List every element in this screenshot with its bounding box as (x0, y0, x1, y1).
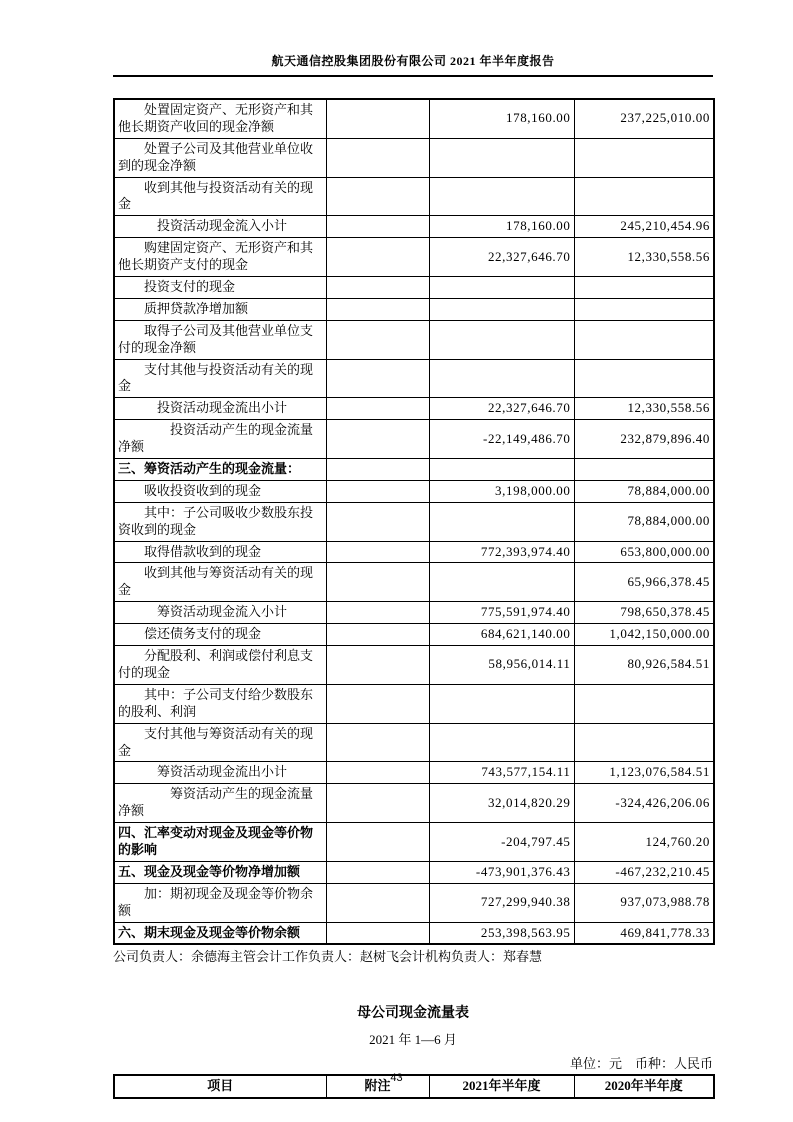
value-2021-cell (429, 684, 574, 723)
note-cell (326, 459, 429, 481)
item-cell: 其中：子公司吸收少数股东投资收到的现金 (114, 502, 326, 541)
item-cell: 支付其他与投资活动有关的现金 (114, 359, 326, 398)
item-cell: 处置子公司及其他营业单位收到的现金净额 (114, 138, 326, 177)
table-row (114, 459, 714, 481)
value-2021-cell: 22,327,646.70 (429, 398, 574, 420)
table-row (114, 420, 714, 459)
col-header-2020: 2020年半年度 (574, 1075, 714, 1098)
item-cell: 其中：子公司支付给少数股东的股利、利润 (114, 684, 326, 723)
value-2020-cell (574, 277, 714, 299)
value-2020-cell: -467,232,210.45 (574, 861, 714, 883)
item-cell: 购建固定资产、无形资产和其他长期资产支付的现金 (114, 238, 326, 277)
statement-title: 母公司现金流量表 (357, 1005, 469, 1021)
note-cell (326, 320, 429, 359)
table-row (114, 502, 714, 541)
unit-currency-note: 单位：元 币种：人民币 (569, 1055, 713, 1071)
item-cell: 五、现金及现金等价物净增加额 (114, 861, 326, 883)
col-header-item: 项目 (114, 1075, 326, 1098)
table-row (114, 177, 714, 216)
table-row (114, 883, 714, 922)
table-row (114, 298, 714, 320)
item-cell: 四、汇率变动对现金及现金等价物的影响 (114, 823, 326, 862)
item-cell: 投资活动现金流出小计 (114, 398, 326, 420)
value-2021-cell: 58,956,014.11 (429, 646, 574, 685)
note-cell (326, 563, 429, 602)
note-cell (326, 602, 429, 624)
table-row (114, 563, 714, 602)
value-2021-cell (429, 502, 574, 541)
value-2020-cell (574, 138, 714, 177)
item-cell: 分配股利、利润或偿付利息支付的现金 (114, 646, 326, 685)
note-cell (326, 541, 429, 563)
table-row (114, 602, 714, 624)
note-cell (326, 823, 429, 862)
item-cell: 投资活动产生的现金流量净额 (114, 420, 326, 459)
value-2020-cell: 80,926,584.51 (574, 646, 714, 685)
item-cell: 支付其他与筹资活动有关的现金 (114, 723, 326, 762)
item-cell: 筹资活动现金流出小计 (114, 762, 326, 784)
value-2020-cell (574, 359, 714, 398)
note-cell (326, 359, 429, 398)
item-cell: 投资支付的现金 (114, 277, 326, 299)
note-cell (326, 646, 429, 685)
value-2021-cell (429, 359, 574, 398)
value-2021-cell (429, 563, 574, 602)
item-cell: 取得借款收到的现金 (114, 541, 326, 563)
value-2020-cell (574, 723, 714, 762)
cash-flow-table (113, 98, 715, 945)
table-row (114, 723, 714, 762)
cash-flow-table-body (114, 99, 714, 944)
item-cell: 收到其他与筹资活动有关的现金 (114, 563, 326, 602)
value-2021-cell: 22,327,646.70 (429, 238, 574, 277)
value-2020-cell: 1,042,150,000.00 (574, 624, 714, 646)
note-cell (326, 723, 429, 762)
value-2021-cell: 772,393,974.40 (429, 541, 574, 563)
note-cell (326, 762, 429, 784)
note-cell (326, 784, 429, 823)
value-2021-cell (429, 459, 574, 481)
table-row (114, 823, 714, 862)
item-cell: 投资活动现金流入小计 (114, 216, 326, 238)
table-row (114, 646, 714, 685)
value-2020-cell: 653,800,000.00 (574, 541, 714, 563)
col-header-note: 附注 (326, 1075, 429, 1098)
table-row (114, 320, 714, 359)
table-row (114, 762, 714, 784)
value-2021-cell: 743,577,154.11 (429, 762, 574, 784)
table-row (114, 541, 714, 563)
value-2020-cell: 78,884,000.00 (574, 480, 714, 502)
signatories-line: 公司负责人：余德海主管会计工作负责人：赵树飞会计机构负责人：郑春慧 (113, 949, 543, 965)
value-2020-cell (574, 298, 714, 320)
table-row (114, 480, 714, 502)
note-cell (326, 861, 429, 883)
note-cell (326, 238, 429, 277)
note-cell (326, 502, 429, 541)
item-cell: 收到其他与投资活动有关的现金 (114, 177, 326, 216)
value-2021-cell: 253,398,563.95 (429, 922, 574, 944)
value-2020-cell: 78,884,000.00 (574, 502, 714, 541)
statement-period: 2021 年 1—6 月 (369, 1031, 457, 1047)
value-2021-cell: 684,621,140.00 (429, 624, 574, 646)
item-cell: 三、筹资活动产生的现金流量： (114, 459, 326, 481)
item-cell: 处置固定资产、无形资产和其他长期资产收回的现金净额 (114, 99, 326, 138)
table-row (114, 398, 714, 420)
value-2021-cell (429, 320, 574, 359)
note-cell (326, 398, 429, 420)
table-row (114, 138, 714, 177)
note-cell (326, 624, 429, 646)
table-row (114, 277, 714, 299)
value-2020-cell (574, 684, 714, 723)
item-cell: 取得子公司及其他营业单位支付的现金净额 (114, 320, 326, 359)
value-2020-cell: 937,073,988.78 (574, 883, 714, 922)
value-2020-cell: 124,760.20 (574, 823, 714, 862)
item-cell: 偿还债务支付的现金 (114, 624, 326, 646)
value-2021-cell: 3,198,000.00 (429, 480, 574, 502)
page-content (113, 0, 713, 1099)
note-cell (326, 883, 429, 922)
table-row (114, 624, 714, 646)
value-2020-cell: 232,879,896.40 (574, 420, 714, 459)
value-2020-cell: 245,210,454.96 (574, 216, 714, 238)
value-2021-cell (429, 298, 574, 320)
table-row (114, 238, 714, 277)
item-cell: 质押贷款净增加额 (114, 298, 326, 320)
value-2021-cell (429, 723, 574, 762)
value-2020-cell: 237,225,010.00 (574, 99, 714, 138)
value-2020-cell: 1,123,076,584.51 (574, 762, 714, 784)
value-2021-cell: 727,299,940.38 (429, 883, 574, 922)
value-2021-cell: -204,797.45 (429, 823, 574, 862)
value-2021-cell: -473,901,376.43 (429, 861, 574, 883)
note-cell (326, 480, 429, 502)
note-cell (326, 298, 429, 320)
value-2021-cell: -22,149,486.70 (429, 420, 574, 459)
item-cell: 六、期末现金及现金等价物余额 (114, 922, 326, 944)
table-row (114, 784, 714, 823)
item-cell: 吸收投资收到的现金 (114, 480, 326, 502)
value-2020-cell: 12,330,558.56 (574, 238, 714, 277)
report-header-title: 航天通信控股集团股份有限公司 2021 年半年度报告 (113, 52, 713, 77)
value-2021-cell: 178,160.00 (429, 216, 574, 238)
value-2020-cell (574, 320, 714, 359)
value-2020-cell: 12,330,558.56 (574, 398, 714, 420)
value-2021-cell: 178,160.00 (429, 99, 574, 138)
note-cell (326, 138, 429, 177)
table-row (114, 922, 714, 944)
item-cell: 加：期初现金及现金等价物余额 (114, 883, 326, 922)
note-cell (326, 684, 429, 723)
page-number: 43 (390, 1072, 403, 1084)
table-row (114, 684, 714, 723)
col-header-2021: 2021年半年度 (429, 1075, 574, 1098)
value-2020-cell: -324,426,206.06 (574, 784, 714, 823)
table-row (114, 216, 714, 238)
note-cell (326, 922, 429, 944)
table-row (114, 359, 714, 398)
value-2020-cell: 65,966,378.45 (574, 563, 714, 602)
note-cell (326, 99, 429, 138)
value-2020-cell (574, 459, 714, 481)
table-row (114, 861, 714, 883)
value-2021-cell (429, 138, 574, 177)
value-2020-cell (574, 177, 714, 216)
item-cell: 筹资活动产生的现金流量净额 (114, 784, 326, 823)
item-cell: 筹资活动现金流入小计 (114, 602, 326, 624)
value-2020-cell: 798,650,378.45 (574, 602, 714, 624)
note-cell (326, 277, 429, 299)
value-2021-cell: 775,591,974.40 (429, 602, 574, 624)
value-2021-cell (429, 277, 574, 299)
note-cell (326, 420, 429, 459)
note-cell (326, 177, 429, 216)
value-2021-cell (429, 177, 574, 216)
value-2021-cell: 32,014,820.29 (429, 784, 574, 823)
value-2020-cell: 469,841,778.33 (574, 922, 714, 944)
table-row (114, 99, 714, 138)
note-cell (326, 216, 429, 238)
